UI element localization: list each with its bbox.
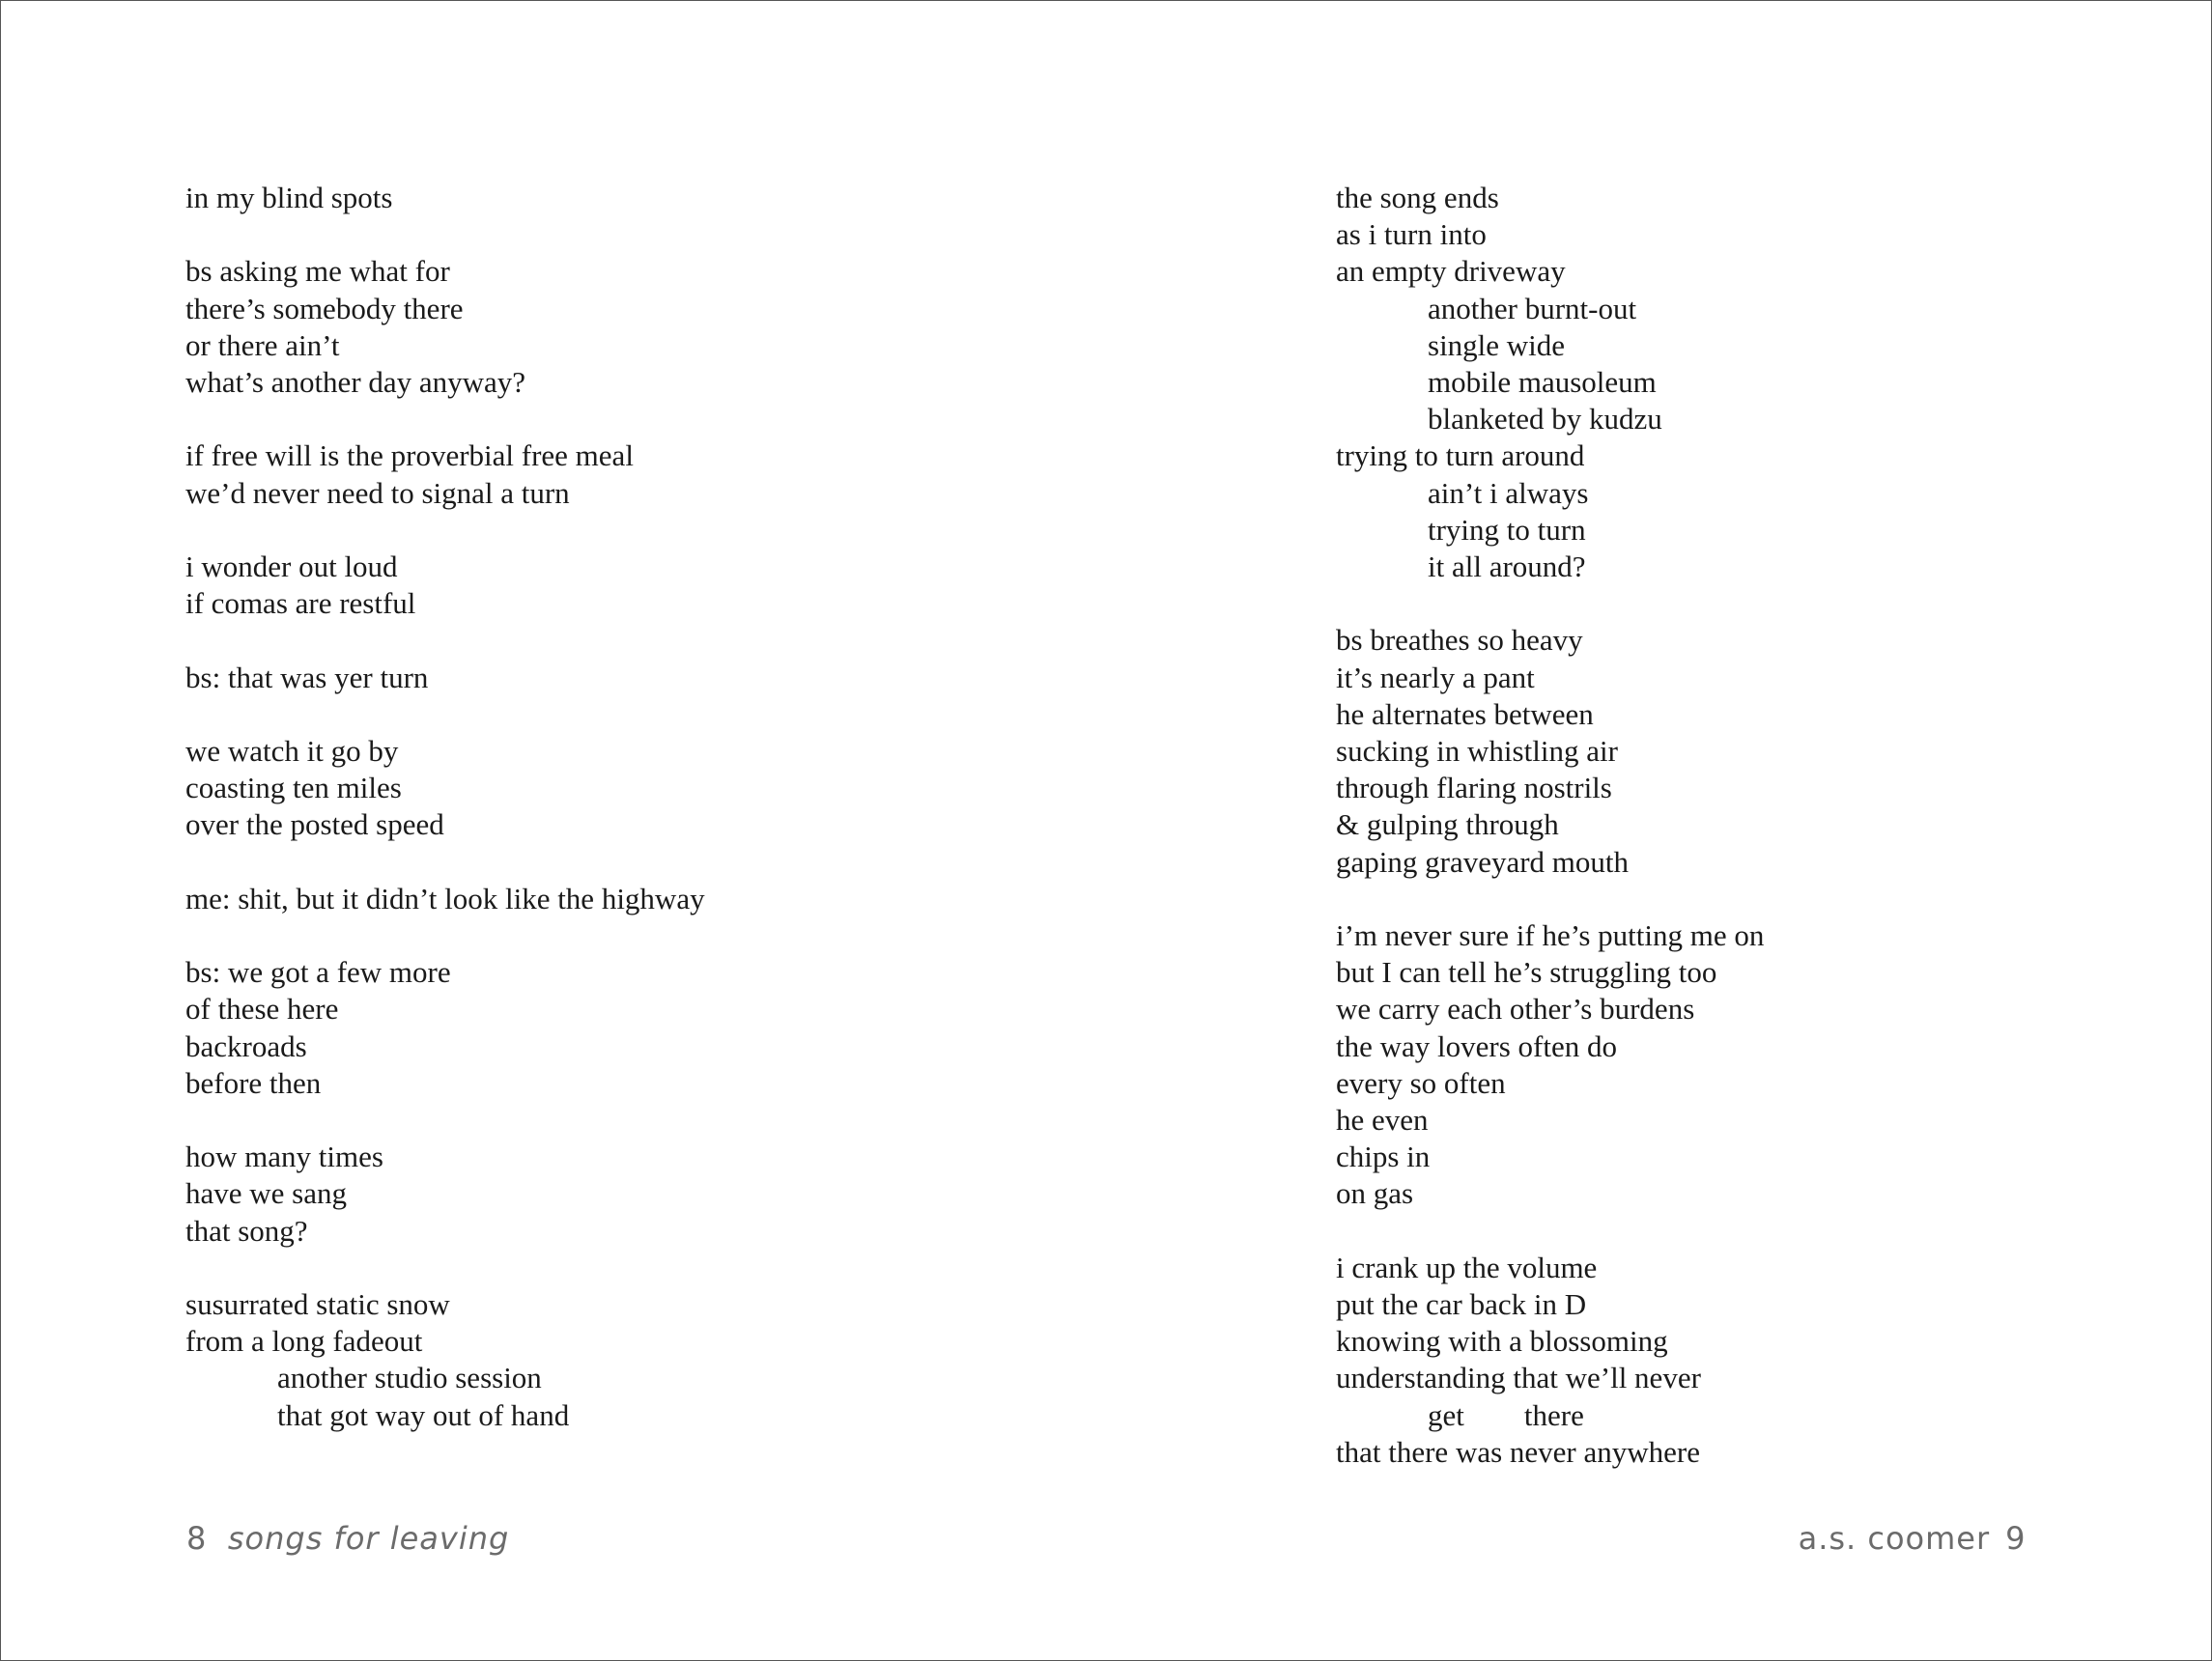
poem-line: single wide xyxy=(1428,327,1566,362)
poem-line: that got way out of hand xyxy=(277,1397,570,1432)
poem-line: put the car back in D xyxy=(1336,1287,1587,1321)
poem-line: & gulping through xyxy=(1336,807,1559,842)
poem-line: another studio session xyxy=(277,1361,542,1395)
poem-line: bs: that was yer turn xyxy=(185,660,429,694)
poem-line: get there xyxy=(1428,1397,1584,1432)
poem-line: that song? xyxy=(185,1213,308,1248)
poem-line: mobile mausoleum xyxy=(1428,365,1657,399)
left-page-number: 8 xyxy=(186,1520,207,1557)
poem-line: how many times xyxy=(185,1140,383,1174)
poem-line: gaping graveyard mouth xyxy=(1336,844,1630,879)
poem-line: we’d never need to signal a turn xyxy=(185,475,570,510)
poem-line: he alternates between xyxy=(1336,696,1594,731)
poem-line: bs: we got a few more xyxy=(185,955,451,990)
left-page-footer xyxy=(186,1519,509,1558)
poem-line: i’m never sure if he’s putting me on xyxy=(1336,918,1765,952)
book-title: songs for leaving xyxy=(227,1520,510,1557)
poem-line: that there was never anywhere xyxy=(1336,1434,1700,1469)
poem-line: the way lovers often do xyxy=(1336,1028,1617,1063)
poem-line: i crank up the volume xyxy=(1336,1250,1598,1284)
poem-line: in my blind spots xyxy=(185,181,393,214)
poem-line: another burnt-out xyxy=(1428,291,1637,325)
poem-line: blanketed by kudzu xyxy=(1428,402,1662,436)
poem-line: there’s somebody there xyxy=(185,291,464,325)
poem-line: he even xyxy=(1336,1103,1429,1137)
poem-line: bs breathes so heavy xyxy=(1336,623,1583,658)
poem-line: i wonder out loud xyxy=(185,549,398,583)
poem-line: as i turn into xyxy=(1336,217,1487,252)
poem-line: susurrated static snow xyxy=(185,1287,450,1321)
poem-line: understanding that we’ll never xyxy=(1336,1361,1701,1395)
poem-line: chips in xyxy=(1336,1140,1431,1174)
poem-line: we watch it go by xyxy=(185,734,399,768)
right-page-number: 9 xyxy=(2005,1520,2026,1557)
poem-line: but I can tell he’s struggling too xyxy=(1336,955,1717,990)
poem-line: what’s another day anyway? xyxy=(185,365,526,399)
poem-line: of these here xyxy=(185,992,339,1027)
poem-line: an empty driveway xyxy=(1336,254,1566,289)
poem-line: it’s nearly a pant xyxy=(1336,660,1535,694)
poem-line: it all around? xyxy=(1428,549,1586,583)
author-name: a.s. coomer xyxy=(1798,1520,1991,1557)
poem-line: knowing with a blossoming xyxy=(1336,1324,1668,1359)
poem-line: from a long fadeout xyxy=(185,1324,423,1359)
poem-line: over the posted speed xyxy=(185,807,444,842)
poem-line: trying to turn around xyxy=(1336,438,1585,473)
poem-line: me: shit, but it didn’t look like the highway xyxy=(185,881,705,915)
poem-line: if comas are restful xyxy=(185,586,416,621)
poem-line: we carry each other’s burdens xyxy=(1336,992,1695,1027)
poem-line: on gas xyxy=(1336,1176,1414,1211)
poem-line: through flaring nostrils xyxy=(1336,771,1612,805)
poem-line: before then xyxy=(185,1065,322,1100)
poem-line: every so often xyxy=(1336,1065,1506,1100)
poem-line: ain’t i always xyxy=(1428,475,1589,510)
poem-line: bs asking me what for xyxy=(185,254,450,289)
poem-line: sucking in whistling air xyxy=(1336,734,1618,768)
poem-line: or there ain’t xyxy=(185,327,340,362)
poem-line: have we sang xyxy=(185,1176,347,1211)
poem-line: trying to turn xyxy=(1428,512,1586,547)
poem-line: coasting ten miles xyxy=(185,771,402,805)
right-page-footer xyxy=(1799,1519,2026,1558)
poem-line: backroads xyxy=(185,1028,307,1063)
poem-line: if free will is the proverbial free meal xyxy=(185,438,634,473)
poem-line: the song ends xyxy=(1336,181,1499,214)
